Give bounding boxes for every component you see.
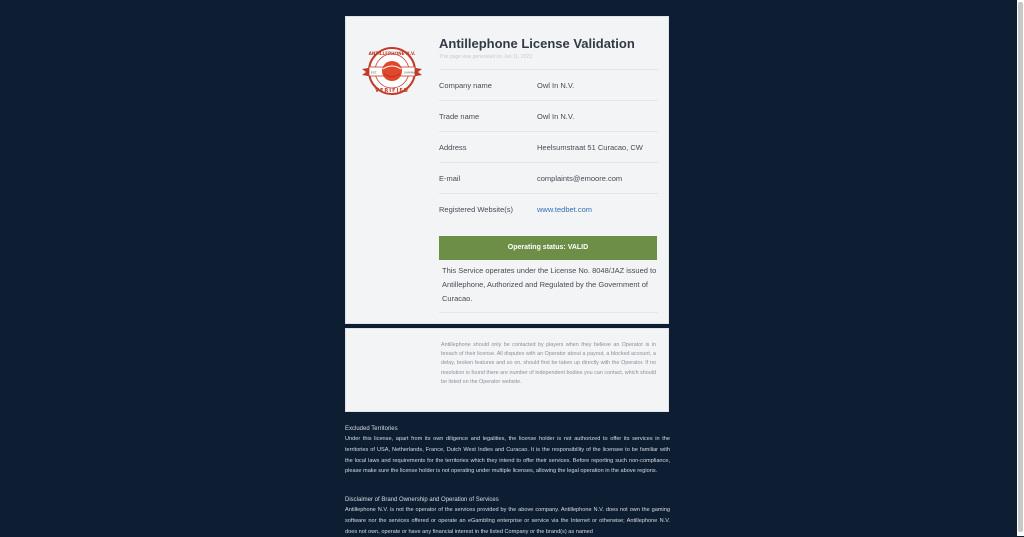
- row-label: Address: [439, 143, 467, 152]
- row-label: E-mail: [439, 174, 461, 183]
- vertical-scrollbar[interactable]: [1017, 0, 1024, 536]
- license-statement: This Service operates under the License No. 8048/JAZ issued to Antillephone, Authorized and Regulated by the Government of Curacao.: [442, 266, 657, 303]
- row-label: Registered Website(s): [439, 205, 514, 214]
- scrollbar-thumb[interactable]: [1018, 2, 1023, 532]
- row-value: Heelsumstraat 51 Curacao, CW: [537, 143, 643, 152]
- operating-status-badge: Operating status: VALID: [439, 236, 657, 260]
- excluded-territories-section: [345, 424, 670, 477]
- svg-text:GAMING: GAMING: [403, 70, 417, 75]
- row-company-name: [439, 69, 658, 101]
- page-title: Antillephone License Validation: [439, 36, 635, 51]
- row-value: Owl In N.V.: [537, 112, 575, 121]
- row-trade-name: [439, 100, 658, 132]
- svg-text:VERIFIED: VERIFIED: [375, 88, 409, 94]
- divider: [439, 312, 658, 313]
- row-value: Owl In N.V.: [537, 81, 575, 90]
- disclaimer-heading: Disclaimer of Brand Ownership and Operation of Services: [345, 497, 499, 503]
- license-card: [345, 16, 669, 324]
- contact-note: Antillephone should only be contacted by players when they believe an Operator is in breach of their license. All disputes with an Operator about a payout, a blocked account, a delay, broken features and so on, should first be taken up directly with the Operator. If no resolution is found there are number of independent bodies you can contact, which should be listed on the Operator website.: [441, 342, 656, 385]
- row-address: [439, 131, 658, 163]
- excluded-text: Under this license, apart from its own diligence and legalities, the license holder is not authorized to offer its services in the territories of USA, Netherlands, France, Dutch West Indies and Curacao. It is the responsibility of the licensee to be familiar with the local laws and requirements for the territories which they intend to offer their services. Before reporting such non-compliance, please make sure the license holder is not operating under multiple licenses, allowing the legal operation in the above regions.: [345, 436, 670, 475]
- generated-date: This page was generated on Jan 11, 2023: [439, 54, 533, 60]
- row-value: complaints@emoore.com: [537, 174, 623, 183]
- disclaimer-text: Antillephone N.V. is not the operator of the services provided by the above company. Antillephone N.V. does not own the gaming software nor the services offered or operate an eGambling enterprise or service via the Internet or otherwise; Antillephone N.V. does not own, operate or have any financial interest in the listed Company or the brand(s) as named: [345, 507, 670, 535]
- row-label: Company name: [439, 81, 492, 90]
- svg-text:ANTILLEPHONE N.V.: ANTILLEPHONE N.V.: [368, 51, 416, 56]
- row-website: [439, 193, 658, 225]
- excluded-heading: Excluded Territories: [345, 426, 398, 432]
- contact-note-card: [345, 328, 669, 412]
- website-link[interactable]: www.tedbet.com: [537, 205, 593, 214]
- row-email: [439, 162, 658, 194]
- disclaimer-section: [345, 495, 670, 537]
- svg-text:EST.: EST.: [370, 70, 378, 75]
- verified-seal-logo: [360, 45, 424, 97]
- row-label: Trade name: [439, 112, 480, 121]
